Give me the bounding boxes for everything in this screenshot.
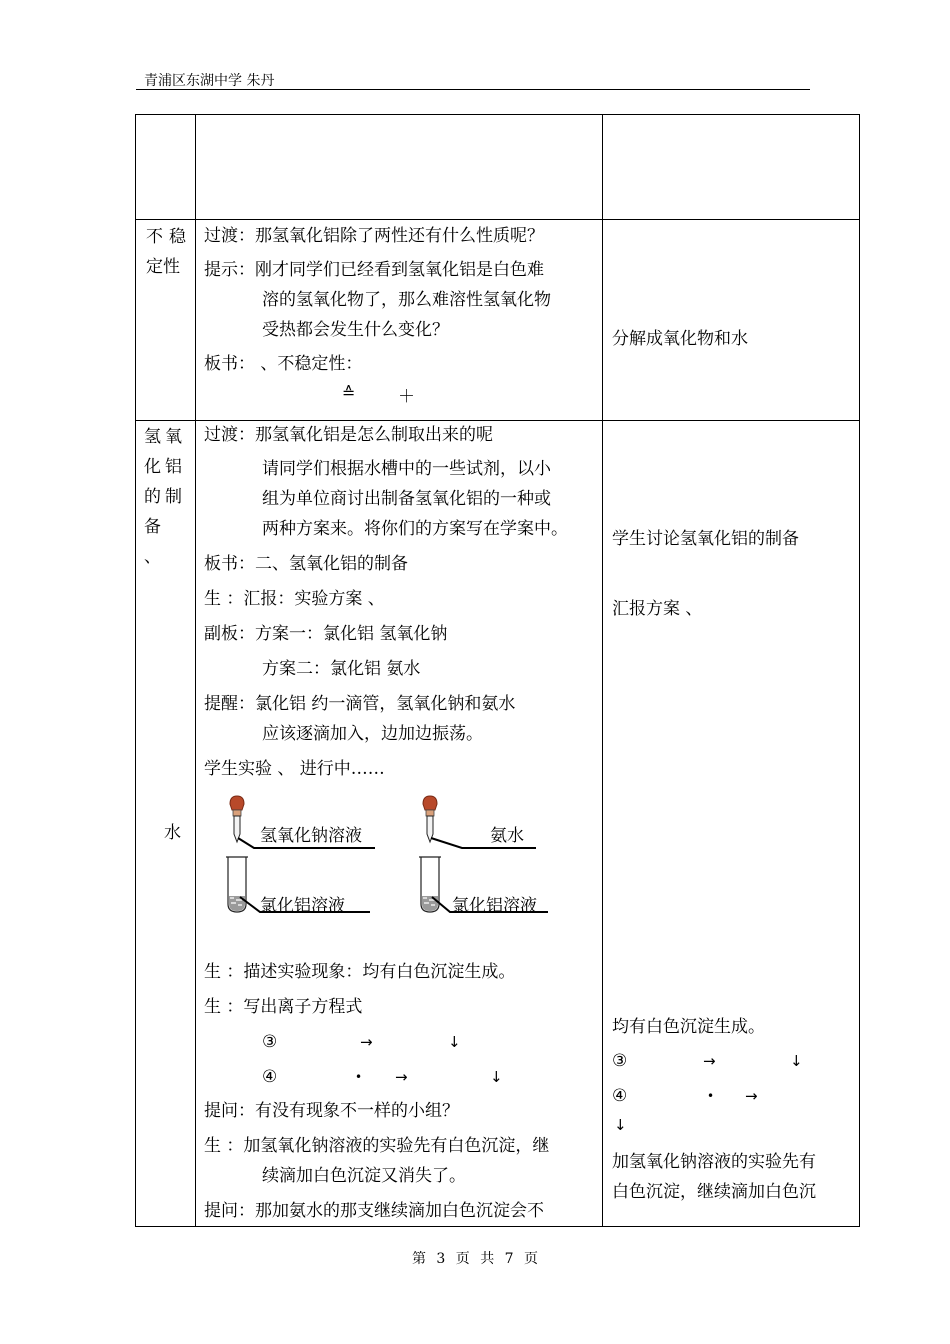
text-line: 过渡：那氢氧化铝是怎么制取出来的呢 <box>204 425 493 445</box>
dot-symbol: • <box>707 1089 715 1103</box>
down-arrow-symbol: ↓ <box>448 1033 461 1051</box>
down-arrow-symbol: ↓ <box>790 1052 803 1070</box>
right-note: 均有白色沉淀生成。 <box>612 1017 765 1037</box>
row-label-side: 水 <box>164 823 181 843</box>
right-note: 汇报方案 、 <box>612 599 703 619</box>
label-ammonia: 氨水 <box>490 826 524 846</box>
down-arrow-symbol: ↓ <box>490 1068 503 1086</box>
row-label-instability: 不稳定性 <box>146 227 186 277</box>
equation-4-label: ④ <box>262 1067 278 1087</box>
dot-symbol: • <box>355 1070 363 1084</box>
right-note: 分解成氧化物和水 <box>612 329 748 349</box>
col-border-right <box>859 114 860 1226</box>
arrow-symbol: → <box>395 1068 408 1086</box>
text-line: 应该逐滴加入，边加边振荡。 <box>262 724 483 744</box>
page-total: 7 <box>504 1251 514 1267</box>
test-tube-a <box>226 857 248 912</box>
text-line: 提问：那加氨水的那支继续滴加白色沉淀会不 <box>204 1201 544 1221</box>
label-naoh-solution: 氢氧化钠溶液 <box>260 826 362 846</box>
footer-word: 页 <box>455 1251 470 1267</box>
table-bottom-border <box>135 1226 860 1227</box>
col-border-left <box>135 114 136 1226</box>
col-border-1 <box>195 114 196 1226</box>
page-footer <box>0 1248 950 1268</box>
label-alcl3-solution-b: 氯化铝溶液 <box>452 896 537 916</box>
right-note: 白色沉淀，继续滴加白色沉 <box>612 1182 816 1202</box>
text-line: 续滴加白色沉淀又消失了。 <box>262 1166 466 1186</box>
row-divider-2 <box>135 420 860 421</box>
page-number: 3 <box>436 1251 446 1267</box>
row-divider-1 <box>135 219 860 220</box>
header-text: 青浦区东湖中学 朱丹 <box>144 73 275 89</box>
equation-3-label: ③ <box>262 1032 278 1052</box>
text-line: 生 ：描述实验现象：均有白色沉淀生成。 <box>204 962 516 982</box>
text-line: 请同学们根据水槽中的一些试剂，以小 <box>262 459 551 479</box>
text-line: 学生实验 、 进行中…… <box>204 759 385 779</box>
text-line: 过渡：那氢氧化铝除了两性还有什么性质呢？ <box>204 226 544 246</box>
text-line: 提问：有没有现象不一样的小组？ <box>204 1101 459 1121</box>
text-line: 生 ：写出离子方程式 <box>204 997 363 1017</box>
text-line: 组为单位商讨出制备氢氧化铝的一种或 <box>262 489 551 509</box>
text-line: 受热都会发生什么变化？ <box>262 320 449 340</box>
down-arrow-symbol: ↓ <box>614 1116 627 1134</box>
text-line: 副板：方案一：氯化铝 氢氧化钠 <box>204 624 448 644</box>
plus-symbol: ＋ <box>398 387 415 407</box>
arrow-symbol: → <box>703 1052 716 1070</box>
arrow-symbol: → <box>360 1033 373 1051</box>
right-equation-3-label: ③ <box>612 1051 628 1071</box>
footer-word: 第 <box>411 1251 426 1267</box>
right-note: 加氢氧化钠溶液的实验先有 <box>612 1152 816 1172</box>
right-note: 学生讨论氢氧化铝的制备 <box>612 529 799 549</box>
text-line: 板书：二、氢氧化铝的制备 <box>204 554 408 574</box>
footer-word: 共 <box>480 1251 495 1267</box>
col-border-2 <box>602 114 603 1226</box>
dropper-a <box>230 796 244 842</box>
footer-word: 页 <box>524 1251 539 1267</box>
text-line: 两种方案来。将你们的方案写在学案中。 <box>262 519 568 539</box>
text-line: 提醒：氯化铝 约一滴管，氢氧化钠和氨水 <box>204 694 516 714</box>
dropper-b <box>423 796 437 842</box>
arrow-symbol: → <box>745 1087 758 1105</box>
test-tube-b <box>419 857 441 912</box>
label-alcl3-solution-a: 氯化铝溶液 <box>260 896 345 916</box>
text-line: 提示：刚才同学们已经看到氢氧化铝是白色难 <box>204 260 544 280</box>
heat-arrow-symbol: ≙ <box>342 383 356 402</box>
text-line: 生 ：汇报：实验方案 、 <box>204 589 385 609</box>
text-line: 溶的氢氧化物了，那么难溶性氢氧化物 <box>262 290 551 310</box>
text-line: 板书： 、不稳定性： <box>204 354 363 374</box>
right-equation-4-label: ④ <box>612 1086 628 1106</box>
row-label-preparation: 氢氧化铝的制备 、 <box>144 427 184 567</box>
text-line: 方案二：氯化铝 氨水 <box>262 659 421 679</box>
table-top-border <box>135 114 860 115</box>
text-line: 生 ：加氢氧化钠溶液的实验先有白色沉淀，继 <box>204 1136 550 1156</box>
